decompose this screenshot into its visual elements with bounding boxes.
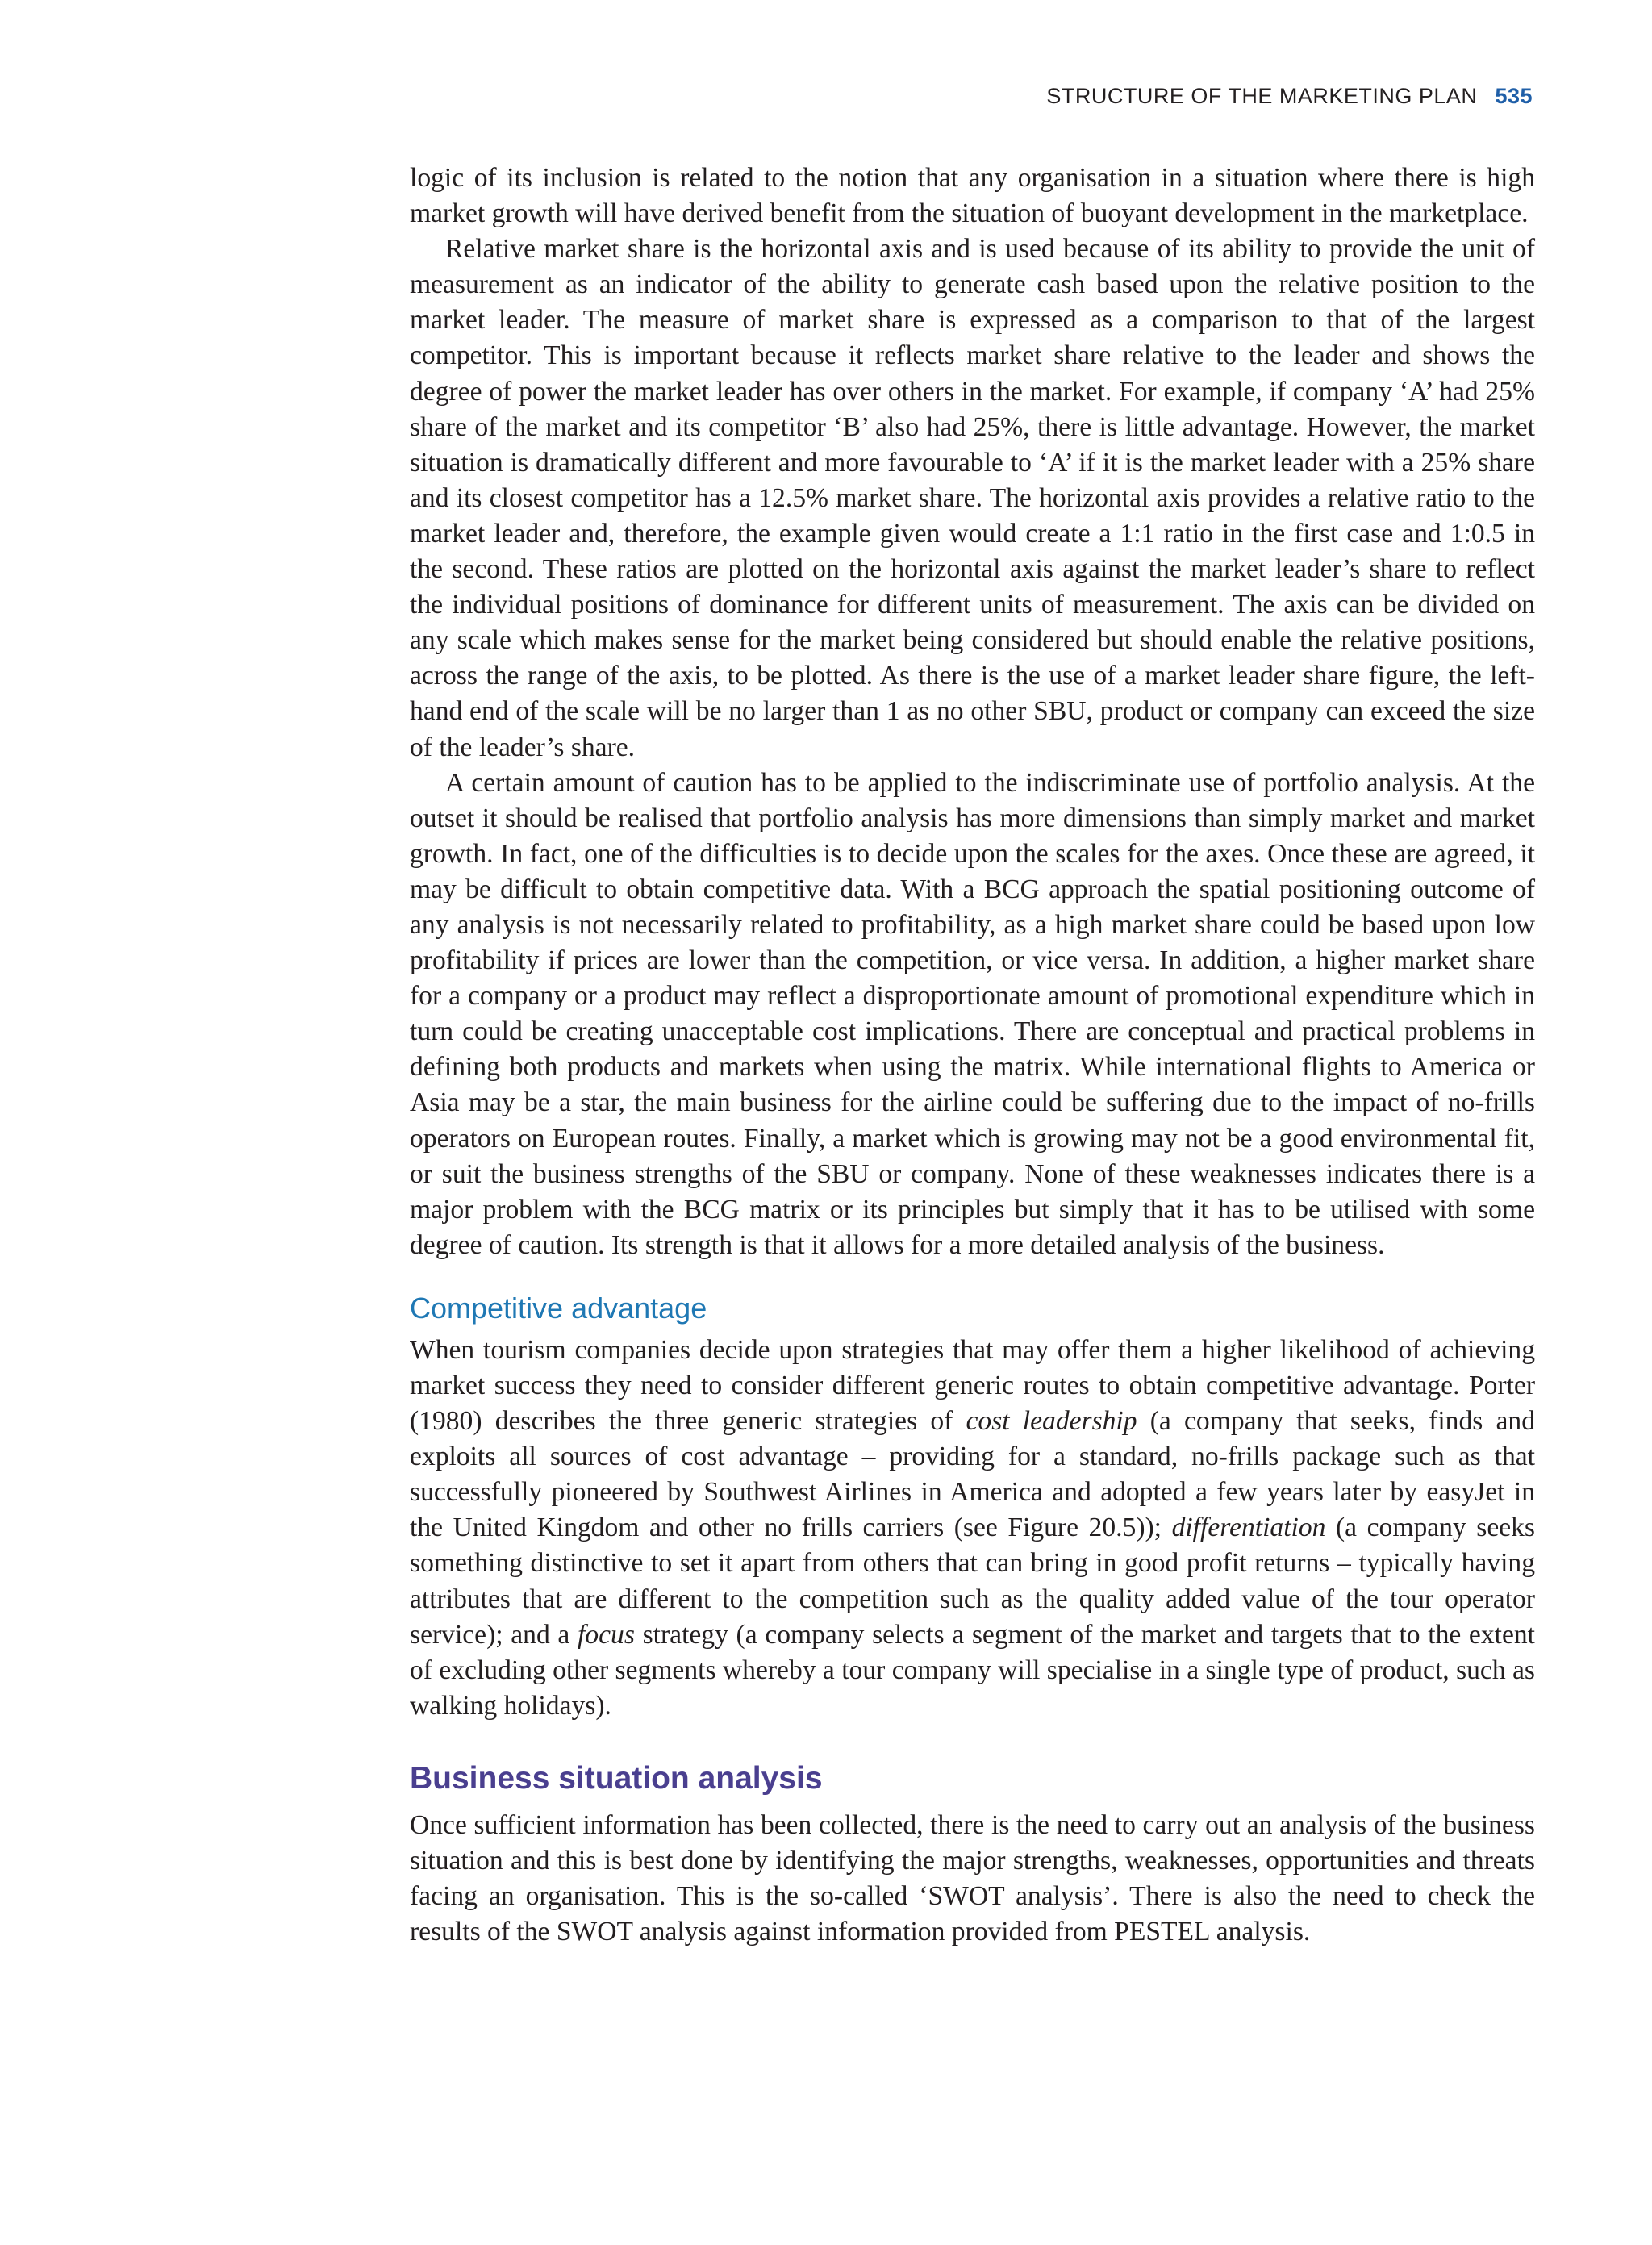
text-run: strategy (a company selects a segment of the market and targets that to the extent of excluding other segments whereby a tour company will specialise in a single type of product, such as walking holidays). (410, 1619, 1535, 1721)
text-run: When tourism companies decide upon strategies that may offer them a higher likelihood of achieving market success they need to consider different generic routes to obtain competitive advantage. Porter (1980) describes the three generic strategies of (410, 1334, 1535, 1437)
paragraph-swot: Once sufficient information has been collected, there is the need to carry out an analysis of the business situation and this is best done by identifying the major strengths, weaknesses, opportunities and threats facing an organisation. This is the so-called ‘SWOT analysis’. There is also the need to check the results of the SWOT analysis against information provided from PESTEL analysis. (410, 1809, 1535, 1947)
term-differentiation: differentiation (1171, 1513, 1326, 1543)
body-text (410, 161, 1535, 1950)
paragraph-relative-market-share: Relative market share is the horizontal axis and is used because of its ability to provide the unit of measurement as an indicator of the ability to generate cash based upon the relative position to the market leader. The measure of market share is expressed as a comparison to that of the largest competitor. This is important because it reflects market share relative to the leader and shows the degree of power the market leader has over others in the market. For example, if company ‘A’ had 25% share of the market and its competitor ‘B’ also had 25%, there is little advantage. However, the market situation is dramatically different and more favourable to ‘A’ if it is the market leader with a 25% share and its closest competitor has a 12.5% market share. The horizontal axis provides a relative ratio to the market leader and, therefore, the example given would create a 1:1 ratio in the first case and 1:0.5 in the second. These ratios are plotted on the horizontal axis against the market leader’s share to reflect the individual positions of dominance for different units of measurement. The axis can be divided on any scale which makes sense for the market being considered but should enable the relative positions, across the range of the axis, to be plotted. As there is the use of a market leader share figure, the left-hand end of the scale will be no larger than 1 as no other SBU, product or company can exceed the size of the leader’s share. (410, 234, 1535, 762)
term-cost-leadership: cost leadership (966, 1406, 1137, 1437)
paragraph-continued: logic of its inclusion is related to the notion that any organisation in a situation where there is high market growth will have derived benefit from the situation of buoyant development in the marketplace. (410, 163, 1535, 229)
running-header (887, 84, 1533, 109)
paragraph-generic-strategies (410, 1333, 1535, 1724)
page-number: 535 (1495, 84, 1533, 108)
term-focus: focus (578, 1619, 635, 1650)
heading-business-situation-analysis: Business situation analysis (410, 1760, 823, 1796)
text-run: (a company seeks something distinctive to set it apart from others that can bring in good profit returns – typically having attributes that are different to the competition such as the quality added value of the tour operator service); and a (410, 1513, 1535, 1650)
text-run: (a company that seeks, finds and exploits all sources of cost advantage – providing for a standard, no-frills package such as that successfully pioneered by Southwest Airlines in America and adopted a few years later by easyJet in the United Kingdom and other no frills carriers (see Figure 20.5)); (410, 1406, 1535, 1543)
running-title: STRUCTURE OF THE MARKETING PLAN (1046, 84, 1478, 108)
heading-competitive-advantage: Competitive advantage (410, 1291, 707, 1325)
paragraph-portfolio-caution: A certain amount of caution has to be applied to the indiscriminate use of portfolio analysis. At the outset it should be realised that portfolio analysis has more dimensions than simply market and market growth. In fact, one of the difficulties is to decide upon the scales for the axes. Once these are agreed, it may be difficult to obtain competitive data. With a BCG approach the spatial positioning outcome of any analysis is not necessarily related to profitability, as a high market share could be based upon low profitability if prices are lower than the competition, or vice versa. In addition, a higher market share for a company or a product may reflect a disproportionate amount of promotional expenditure which in turn could be creating unacceptable cost implications. There are conceptual and practical problems in defining both products and markets when using the matrix. While international flights to America or Asia may be a star, the main business for the airline could be suffering due to the impact of no-frills operators on European routes. Finally, a market which is growing may not be a good environmental fit, or suit the business strengths of the SBU or company. None of these weaknesses indicates there is a major problem with the BCG matrix or its principles but simply that it has to be utilised with some degree of caution. Its strength is that it allows for a more detailed analysis of the business. (410, 767, 1535, 1260)
